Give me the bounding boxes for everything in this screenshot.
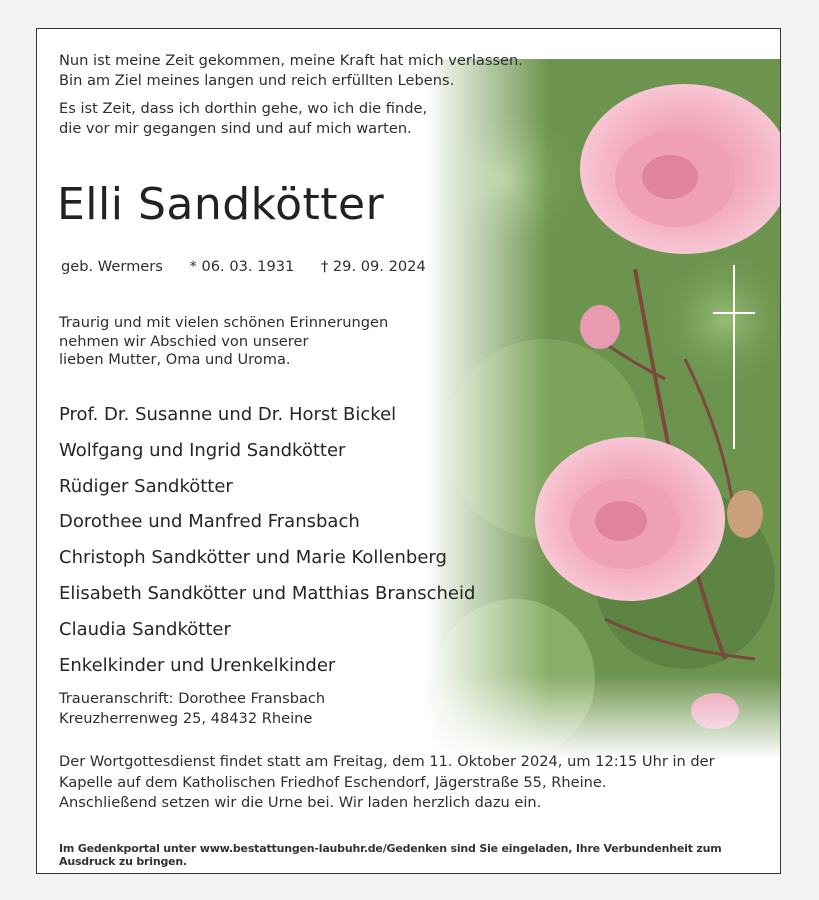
service-line: Kapelle auf dem Katholischen Friedhof Eschendorf, Jägerstraße 55, Rheine.: [59, 773, 607, 791]
family-member: Prof. Dr. Susanne und Dr. Horst Bickel: [59, 404, 397, 425]
death-date: † 29. 09. 2024: [320, 258, 426, 275]
intro-line: nehmen wir Abschied von unserer: [59, 332, 309, 350]
intro-line: lieben Mutter, Oma und Uroma.: [59, 351, 291, 368]
family-member: Wolfgang und Ingrid Sandkötter: [59, 439, 346, 461]
service-line: Anschließend setzen wir die Urne bei. Wir laden herzlich dazu ein.: [59, 794, 542, 811]
intro-text: [59, 314, 388, 370]
obituary-card: [36, 28, 781, 874]
family-member: Rüdiger Sandkötter: [59, 475, 233, 497]
mourning-address: [59, 689, 325, 729]
poem: [59, 51, 523, 147]
cross-icon: [709, 265, 759, 449]
poem-stanza-1: [59, 51, 523, 91]
family-member: Elisabeth Sandkötter und Matthias Branscheid: [59, 582, 476, 604]
life-dates: [61, 258, 448, 275]
poem-line: Bin am Ziel meines langen und reich erfüllten Lebens.: [59, 72, 455, 89]
family-member: Christoph Sandkötter und Marie Kollenberg: [59, 547, 447, 569]
poem-line: Es ist Zeit, dass ich dorthin gehe, wo ich die finde,: [59, 100, 428, 117]
birth-date: * 06. 03. 1931: [189, 258, 295, 275]
poem-line: Nun ist meine Zeit gekommen, meine Kraft hat mich verlassen.: [59, 52, 523, 69]
maiden-name: geb. Wermers: [61, 258, 163, 275]
memorial-portal-note: Im Gedenkportal unter www.bestattungen-laubuhr.de/Gedenken sind Sie eingeladen, Ihre Verbundenheit zum Ausdruck zu bringen.: [59, 842, 722, 868]
service-line: Der Wortgottesdienst findet statt am Freitag, dem 11. Oktober 2024, um 12:15 Uhr in der: [59, 753, 715, 770]
deceased-name: Elli Sandkötter: [57, 179, 385, 230]
family-member: Enkelkinder und Urenkelkinder: [59, 654, 336, 676]
address-line: Kreuzherrenweg 25, 48432 Rheine: [59, 710, 313, 727]
intro-line: Traurig und mit vielen schönen Erinnerungen: [59, 314, 389, 331]
family-member: Dorothee und Manfred Fransbach: [59, 511, 360, 533]
poem-line: die vor mir gegangen sind und auf mich warten.: [59, 120, 412, 137]
family-list: [59, 397, 475, 683]
address-line: Traueranschrift: Dorothee Fransbach: [59, 690, 326, 707]
service-info: [59, 752, 759, 814]
poem-stanza-2: [59, 99, 523, 139]
family-member: Claudia Sandkötter: [59, 618, 231, 640]
